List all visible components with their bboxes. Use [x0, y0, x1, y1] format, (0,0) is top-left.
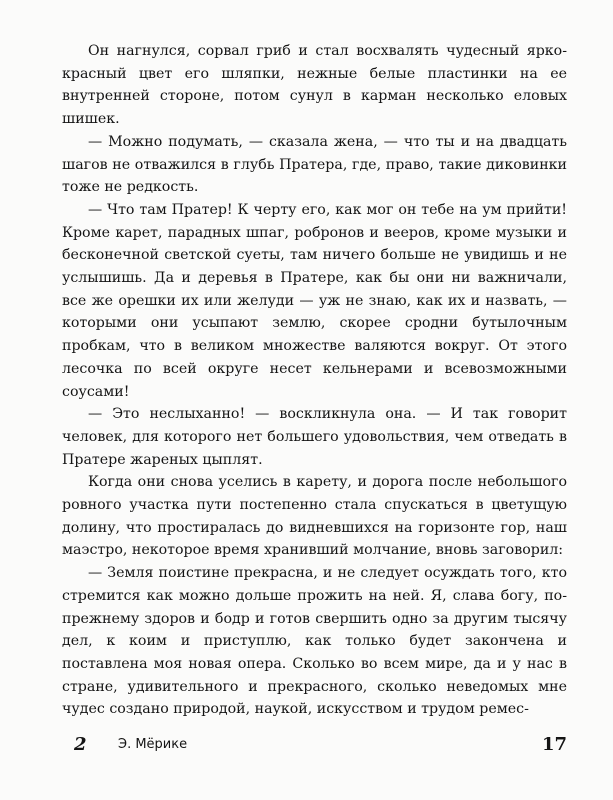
paragraph-3: — Что там Пратер! К черту его, как мог он тебе на ум прийти! Кроме карет, парадных шпаг, робронов и вееров, кроме музыки и бесконечной светской суеты, там ничего больше не увидишь и не услышишь. Да и деревья в Пратере, как бы они ни важничали, все же орешки их или желуди — уж не знаю, как их и назвать, — которыми они усыпают землю, скорее сродни бутылочным пробкам, что в великом множестве валяются вокруг. От этого лесочка по всей округе несет кельнерами и всевозможными соусами! — [62, 201, 567, 400]
signature-author: Э. Мёрике — [118, 737, 188, 752]
paragraph-4: — Это неслыханно! — воскликнула она. — И так говорит человек, для которого нет большего удовольствия, чем отведать в Пратере жареных цыплят. — [62, 406, 567, 468]
page-body-text — [62, 40, 567, 721]
paragraph-2: — Можно подумать, — сказала жена, — что ты и на двадцать шагов не отважился в глубь Пратера, где, право, такие диковинки тоже не редкость. — [62, 133, 567, 196]
paragraph-6: — Земля поистине прекрасна, и не следует осуждать того, кто стремится как можно дольше прожить на ней. Я, слава богу, по-прежнему здоров и бодр и готов свершить одно за другим тысячу дел, к коим и приступлю, как только будет закончена и поставлена моя новая опера. Сколько во всем мире, да и у нас в стране, удивительного и прекрасного, сколько неведомых мне чудес создано природой, наукой, искусством и трудом ремес- — [62, 565, 567, 718]
page-footer — [62, 734, 567, 758]
signature-number: 2 — [74, 734, 87, 755]
paragraph-5: Когда они снова уселись в карету, и дорога после небольшого ровного участка пути постепенно стала спускаться в цветущую долину, что простиралась до видневшихся на горизонте гор, наш маэстро, некоторое время хранивший молчание, вновь заговорил: — [62, 474, 567, 559]
paragraph-1: Он нагнулся, сорвал гриб и стал восхвалять чудесный ярко-красный цвет его шляпки, нежные белые пластинки на ее внутренней стороне, потом сунул в карман несколько еловых шишек. — [62, 43, 567, 128]
page-number: 17 — [541, 734, 567, 755]
